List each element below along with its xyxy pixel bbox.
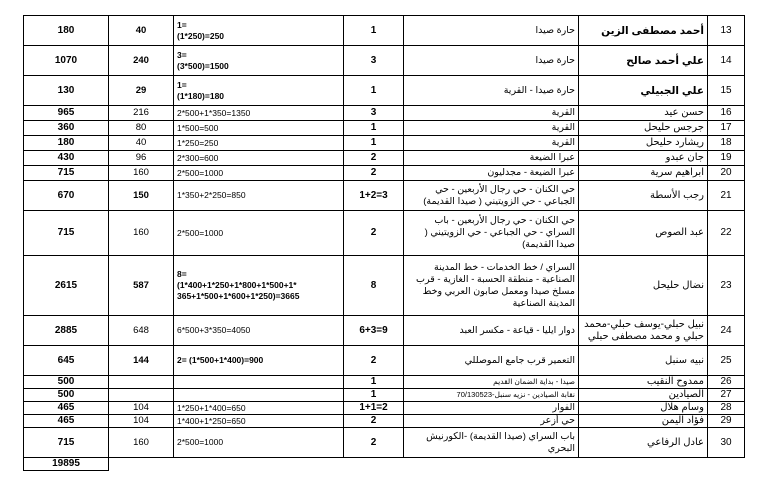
calculation-cell: 2*500=1000 [174,428,344,458]
address-cell: حي الكنان - حي رجال الأربعين - باب السراي - حي الجباعي - حي الزويتيني ( صيدا القديمة) [404,211,579,256]
table-row [24,256,745,316]
quantity-cell: 160 [109,166,174,181]
quantity-cell: 240 [109,46,174,76]
name-cell: أحمد مصطفى الزين [579,16,708,46]
calculation-cell: 2*500+1*350=1350 [174,106,344,121]
quantity-cell: 144 [109,346,174,376]
quantity-cell: 40 [109,16,174,46]
total-cell: 130 [24,76,109,106]
total-cell: 715 [24,428,109,458]
count-cell: 6+3=9 [344,316,404,346]
name-cell: جان عبدو [579,151,708,166]
total-cell: 180 [24,16,109,46]
address-cell: عبرا الضيعة [404,151,579,166]
count-cell: 8 [344,256,404,316]
address-cell: القرية [404,106,579,121]
table-row [24,402,745,415]
row-number-cell: 16 [708,106,745,121]
address-cell: السراي / خط الخدمات - خط المدينة الصناعية - منطقة الحسبة - الغازية - قرب مسلخ صيدا ومعمل صابون العربي وخط المدينة الصناعية [404,256,579,316]
calculation-cell: 3= (3*500)=1500 [174,46,344,76]
calculation-cell [174,389,344,402]
calculation-cell: 1*400+1*250=650 [174,415,344,428]
table-row [24,136,745,151]
row-number-cell: 27 [708,389,745,402]
name-cell: نبيه سنبل [579,346,708,376]
address-cell: باب السراي (صيدا القديمة) -الكورنيش البحري [404,428,579,458]
quantity-cell: 587 [109,256,174,316]
row-number-cell: 19 [708,151,745,166]
quantity-cell: 160 [109,211,174,256]
total-cell: 465 [24,415,109,428]
name-cell: ريشارد حليحل [579,136,708,151]
quantity-cell [109,376,174,389]
quantity-cell: 160 [109,428,174,458]
address-cell: القرية [404,136,579,151]
count-cell: 1 [344,376,404,389]
table-row [24,415,745,428]
quantity-cell: 104 [109,415,174,428]
name-cell: عادل الرفاعي [579,428,708,458]
grand-total-row [24,458,745,471]
name-cell: علي الجبيلي [579,76,708,106]
row-number-cell: 25 [708,346,745,376]
row-number-cell: 17 [708,121,745,136]
table-row [24,346,745,376]
name-cell: الصيادين [579,389,708,402]
calculation-cell: 1*250+1*400=650 [174,402,344,415]
table-row [24,76,745,106]
calculation-cell: 2*500=1000 [174,211,344,256]
calculation-cell: 1= (1*180)=180 [174,76,344,106]
total-cell: 715 [24,211,109,256]
table-row [24,376,745,389]
quantity-cell: 29 [109,76,174,106]
calculation-cell: 2*500=1000 [174,166,344,181]
grand-total: 19895 [24,458,109,471]
total-cell: 2885 [24,316,109,346]
total-cell: 500 [24,389,109,402]
total-cell: 430 [24,151,109,166]
address-cell: حي أزعر [404,415,579,428]
name-cell: رجب الأسطة [579,181,708,211]
address-cell: الفوار [404,402,579,415]
table-row [24,106,745,121]
quantity-cell: 104 [109,402,174,415]
name-cell: نبيل حبلي-يوسف حبلي-محمد حبلي و محمد مصطفى حبلي [579,316,708,346]
address-cell: دوار ايليا - قياعة - مكسر العبد [404,316,579,346]
table-row [24,166,745,181]
table-row [24,211,745,256]
quantity-cell [109,389,174,402]
total-cell: 965 [24,106,109,121]
quantity-cell: 216 [109,106,174,121]
address-cell: حارة صيدا - القرية [404,76,579,106]
quantity-cell: 40 [109,136,174,151]
total-cell: 670 [24,181,109,211]
total-cell: 360 [24,121,109,136]
count-cell: 1 [344,16,404,46]
total-cell: 1070 [24,46,109,76]
address-cell: صيدا - بداية الضمان القديم [404,376,579,389]
count-cell: 1 [344,389,404,402]
count-cell: 1 [344,136,404,151]
count-cell: 1+1=2 [344,402,404,415]
quantity-cell: 648 [109,316,174,346]
calculation-cell: 1*350+2*250=850 [174,181,344,211]
name-cell: عبد الصوص [579,211,708,256]
row-number-cell: 20 [708,166,745,181]
row-number-cell: 23 [708,256,745,316]
table-row [24,316,745,346]
count-cell: 3 [344,46,404,76]
count-cell: 1+2=3 [344,181,404,211]
address-cell: حارة صيدا [404,16,579,46]
calculation-cell: 2= (1*500+1*400)=900 [174,346,344,376]
table-row [24,16,745,46]
address-cell: التعمير قرب جامع الموصللي [404,346,579,376]
count-cell: 2 [344,428,404,458]
table-row [24,428,745,458]
name-cell: علي أحمد صالح [579,46,708,76]
address-cell: حارة صيدا [404,46,579,76]
count-cell: 2 [344,346,404,376]
row-number-cell: 26 [708,376,745,389]
row-number-cell: 13 [708,16,745,46]
count-cell: 2 [344,151,404,166]
calculation-cell: 6*500+3*350=4050 [174,316,344,346]
row-number-cell: 29 [708,415,745,428]
row-number-cell: 14 [708,46,745,76]
name-cell: ممدوح النقيب [579,376,708,389]
calculation-cell: 1*250=250 [174,136,344,151]
count-cell: 1 [344,76,404,106]
total-cell: 715 [24,166,109,181]
total-cell: 2615 [24,256,109,316]
table-row [24,181,745,211]
calculation-cell: 1*500=500 [174,121,344,136]
row-number-cell: 18 [708,136,745,151]
address-cell: القرية [404,121,579,136]
count-cell: 2 [344,415,404,428]
row-number-cell: 24 [708,316,745,346]
name-cell: نضال حليحل [579,256,708,316]
row-number-cell: 15 [708,76,745,106]
address-cell: حي الكنان - حي رجال الأربعين - حي الجباعي - حي الزويتيني ( صيدا القديمة) [404,181,579,211]
calculation-cell: 8= (1*400+1*250+1*800+1*500+1* 365+1*500+1*600+1*250)=3665 [174,256,344,316]
total-cell: 500 [24,376,109,389]
name-cell: فؤاد اليمن [579,415,708,428]
total-cell: 645 [24,346,109,376]
name-cell: حسن عيد [579,106,708,121]
row-number-cell: 28 [708,402,745,415]
records-table [23,15,745,471]
count-cell: 3 [344,106,404,121]
calculation-cell: 2*300=600 [174,151,344,166]
calculation-cell [174,376,344,389]
empty-filler [109,458,745,471]
count-cell: 1 [344,121,404,136]
count-cell: 2 [344,166,404,181]
row-number-cell: 21 [708,181,745,211]
total-cell: 180 [24,136,109,151]
count-cell: 2 [344,211,404,256]
quantity-cell: 96 [109,151,174,166]
table-row [24,151,745,166]
name-cell: وسام هلال [579,402,708,415]
name-cell: ابراهيم سرية [579,166,708,181]
table-row [24,121,745,136]
total-cell: 465 [24,402,109,415]
table-row [24,46,745,76]
name-cell: جرجس حليحل [579,121,708,136]
row-number-cell: 22 [708,211,745,256]
address-cell: عبرا الضيعة - مجدليون [404,166,579,181]
address-cell: نقابة الصيادين - نزيه سنبل-70/130523 [404,389,579,402]
quantity-cell: 150 [109,181,174,211]
calculation-cell: 1= (1*250)=250 [174,16,344,46]
quantity-cell: 80 [109,121,174,136]
table-row [24,389,745,402]
row-number-cell: 30 [708,428,745,458]
